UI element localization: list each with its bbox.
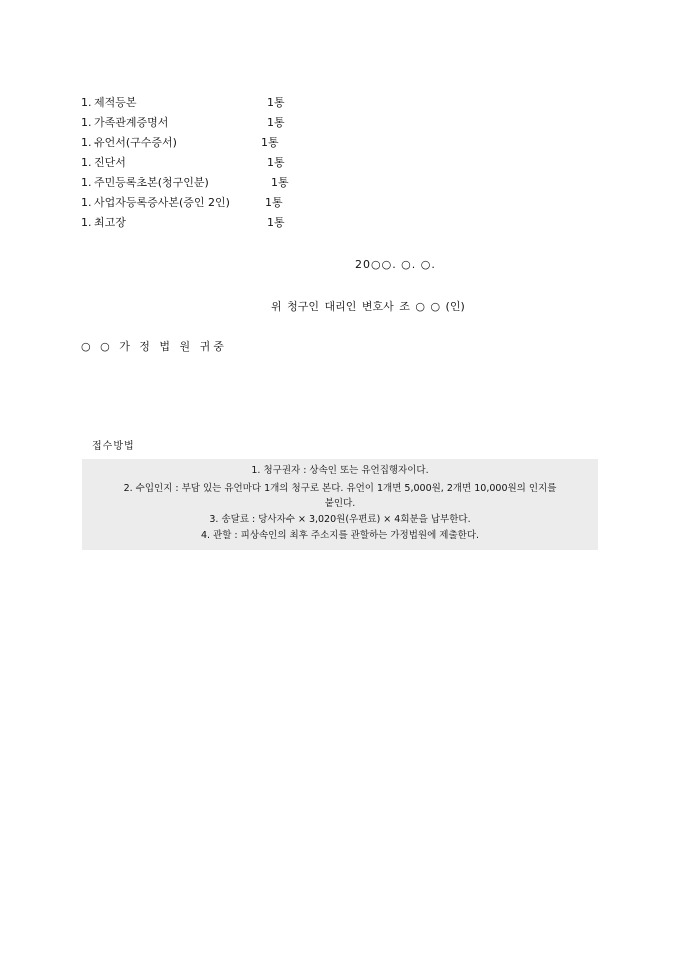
attachment-number: 1. <box>81 156 92 169</box>
attachment-quantity: 1통 <box>267 216 285 229</box>
attachment-list <box>81 95 321 235</box>
attachment-quantity: 1통 <box>267 116 285 129</box>
receipt-method-title: 접수방법 <box>92 441 135 452</box>
receipt-line: 2. 수입인지 : 부담 있는 유언마다 1개의 청구로 본다. 유언이 1개면 5,000원, 2개면 10,000원의 인지를 <box>123 483 557 494</box>
attachment-number: 1. <box>81 216 92 229</box>
attachment-name: 최고장 <box>94 216 126 229</box>
attachment-item <box>81 155 321 175</box>
attachment-item <box>81 95 321 115</box>
attachment-quantity: 1통 <box>271 176 289 189</box>
receipt-line: 4. 관할 : 피상속인의 최후 주소지를 관할하는 가정법원에 제출한다. <box>200 530 480 541</box>
attachment-quantity: 1통 <box>267 96 285 109</box>
attachment-name: 주민등록초본(청구인분) <box>94 176 209 189</box>
attachment-name: 가족관계증명서 <box>94 116 169 129</box>
attachment-number: 1. <box>81 96 92 109</box>
attachment-number: 1. <box>81 136 92 149</box>
attachment-name: 제적등본 <box>94 96 137 109</box>
attachment-name: 진단서 <box>94 156 126 169</box>
attachment-item <box>81 215 321 235</box>
attachment-quantity: 1통 <box>267 156 285 169</box>
attachment-item <box>81 195 321 215</box>
receipt-line: 1. 청구권자 : 상속인 또는 유언집행자이다. <box>251 465 429 476</box>
attachment-item <box>81 135 321 155</box>
receipt-line: 붙인다. <box>324 498 356 509</box>
attachment-number: 1. <box>81 116 92 129</box>
attachment-name: 유언서(구수증서) <box>94 136 177 149</box>
attachment-number: 1. <box>81 196 92 209</box>
filing-date: 20○○. ○. ○. <box>355 258 436 271</box>
court-addressee: ○ ○ 가 정 법 원 귀중 <box>81 340 227 353</box>
attachment-item <box>81 115 321 135</box>
attachment-quantity: 1통 <box>265 196 283 209</box>
attachment-quantity: 1통 <box>261 136 279 149</box>
signature-line: 위 청구인 대리인 변호사 조 ○ ○ (인) <box>271 300 465 313</box>
receipt-method-box <box>82 459 598 550</box>
attachment-name: 사업자등록증사본(증인 2인) <box>94 196 230 209</box>
attachment-item <box>81 175 321 195</box>
attachment-number: 1. <box>81 176 92 189</box>
receipt-line: 3. 송달료 : 당사자수 × 3,020원(우편료) × 4회분을 납부한다. <box>209 514 471 525</box>
